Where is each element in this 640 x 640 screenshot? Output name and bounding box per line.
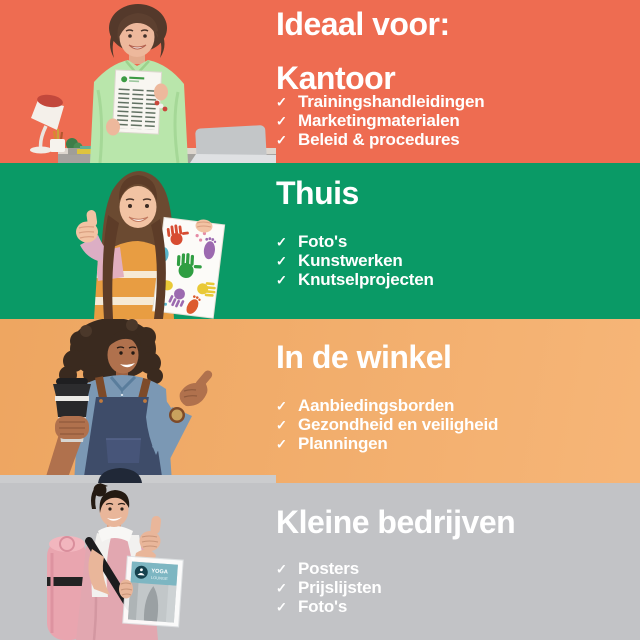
section-title-thuis: Thuis <box>276 175 359 211</box>
checklist-item <box>276 251 434 270</box>
bedrijven-text <box>276 483 634 640</box>
photo-barista-woman <box>0 319 276 483</box>
checklist-item-label: Planningen <box>298 434 388 453</box>
laptop-icon <box>190 125 276 163</box>
check-icon: ✓ <box>276 398 287 414</box>
laminated-document <box>112 70 161 134</box>
checklist-item-label: Beleid & procedures <box>298 130 460 149</box>
girl-artwork-illustration <box>0 163 276 319</box>
section-bedrijven <box>0 483 640 640</box>
checklist-item-label: Kunstwerken <box>298 251 403 270</box>
poster-title: YOGA <box>151 568 169 576</box>
check-icon: ✓ <box>276 132 287 148</box>
check-icon: ✓ <box>276 599 287 615</box>
check-icon: ✓ <box>276 234 287 250</box>
thuis-text <box>276 163 634 319</box>
section-thuis <box>0 163 640 319</box>
yoga-woman-illustration <box>0 483 276 640</box>
section-winkel <box>0 319 640 483</box>
check-icon: ✓ <box>276 272 287 288</box>
checklist-item-label: Knutselprojecten <box>298 270 434 289</box>
checklist-item <box>276 415 498 434</box>
section-kantoor <box>0 0 640 163</box>
check-icon: ✓ <box>276 580 287 596</box>
checklist-item-label: Posters <box>298 559 359 578</box>
winkel-text <box>276 319 634 483</box>
checklist-item <box>276 130 484 149</box>
photo-office-woman <box>0 0 276 163</box>
check-icon: ✓ <box>276 113 287 129</box>
section-title-winkel: In de winkel <box>276 339 452 375</box>
checklist-item <box>276 92 484 111</box>
checklist-item <box>276 434 498 453</box>
section-title-bedrijven: Kleine bedrijven <box>276 504 516 540</box>
girl-face <box>119 175 157 228</box>
bedrijven-checklist <box>276 559 382 616</box>
checklist-item-label: Foto's <box>298 597 348 616</box>
photo-yoga-woman <box>0 483 276 640</box>
check-icon: ✓ <box>276 253 287 269</box>
page-title: Ideaal voor: <box>276 6 450 42</box>
checklist-item-label: Trainingshandleidingen <box>298 92 485 111</box>
barista-illustration <box>0 319 276 483</box>
thuis-checklist <box>276 232 434 289</box>
checklist-item <box>276 232 434 251</box>
check-icon: ✓ <box>276 561 287 577</box>
office-woman-illustration <box>0 0 276 163</box>
checklist-item-label: Aanbiedingsborden <box>298 396 455 415</box>
kantoor-text <box>276 0 634 163</box>
section-title-kantoor: Kantoor <box>276 60 396 96</box>
checklist-item-label: Foto's <box>298 232 348 251</box>
check-icon: ✓ <box>276 436 287 452</box>
yoga-woman-face <box>91 483 129 527</box>
checklist-item-label: Gezondheid en veiligheid <box>298 415 499 434</box>
checklist-item <box>276 270 434 289</box>
checklist-item <box>276 559 382 578</box>
winkel-checklist <box>276 396 498 453</box>
kantoor-checklist <box>276 92 484 149</box>
checklist-item-label: Marketingmaterialen <box>298 111 460 130</box>
checklist-item <box>276 578 382 597</box>
pencil-cup-icon <box>50 129 65 152</box>
photo-girl-artwork <box>0 163 276 319</box>
checklist-item <box>276 597 382 616</box>
checklist-item <box>276 111 484 130</box>
check-icon: ✓ <box>276 94 287 110</box>
checklist-item-label: Prijslijsten <box>298 578 382 597</box>
check-icon: ✓ <box>276 417 287 433</box>
checklist-item <box>276 396 498 415</box>
gripping-hand <box>119 580 133 599</box>
poster-subtitle: LOUNGE <box>150 574 168 582</box>
